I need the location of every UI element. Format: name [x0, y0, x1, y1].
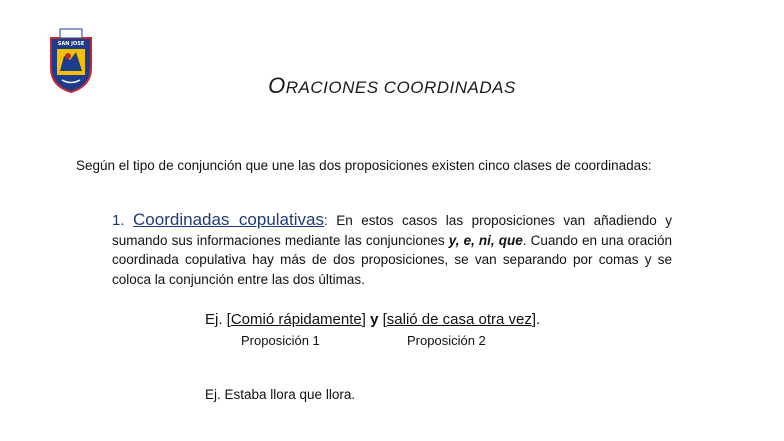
item-number: 1.	[112, 212, 125, 229]
conjunction-list: y, e, ni, que	[448, 232, 523, 248]
proposition-2: salió de casa otra vez	[386, 311, 532, 328]
example-sentence-1	[205, 311, 540, 328]
proposition-1-label: Proposición 1	[241, 333, 320, 348]
title-rest: RACIONES COORDINADAS	[285, 78, 516, 97]
example-suffix: ].	[531, 311, 541, 328]
item-text-after: . Cuando en una oración coordinada copulativa hay más de dos proposiciones, se van separando por comas y se coloca la conjunción entre las dos últimas.	[112, 232, 672, 287]
conjunction-y: y	[370, 311, 379, 328]
example-prefix: Ej. [	[205, 311, 231, 328]
copulativas-item	[112, 210, 672, 289]
crest-text: SAN JOSE	[57, 41, 85, 47]
proposition-1: Comió rápidamente	[230, 311, 362, 328]
title-initial: O	[268, 73, 286, 98]
bracket-open-2: [	[378, 311, 387, 328]
example-sentence-2: Ej. Estaba llora que llora.	[205, 387, 356, 402]
page-title	[0, 73, 784, 99]
bracket-close-1: ]	[361, 311, 371, 328]
proposition-2-label: Proposición 2	[407, 333, 486, 348]
intro-paragraph: Según el tipo de conjunción que une las dos proposiciones existen cinco clases de coordinadas:	[76, 158, 652, 173]
item-text-before: : En estos casos las proposiciones van añadiendo y sumando sus informaciones mediante las conjunciones	[112, 213, 672, 248]
item-heading: Coordinadas copulativas	[133, 210, 324, 229]
